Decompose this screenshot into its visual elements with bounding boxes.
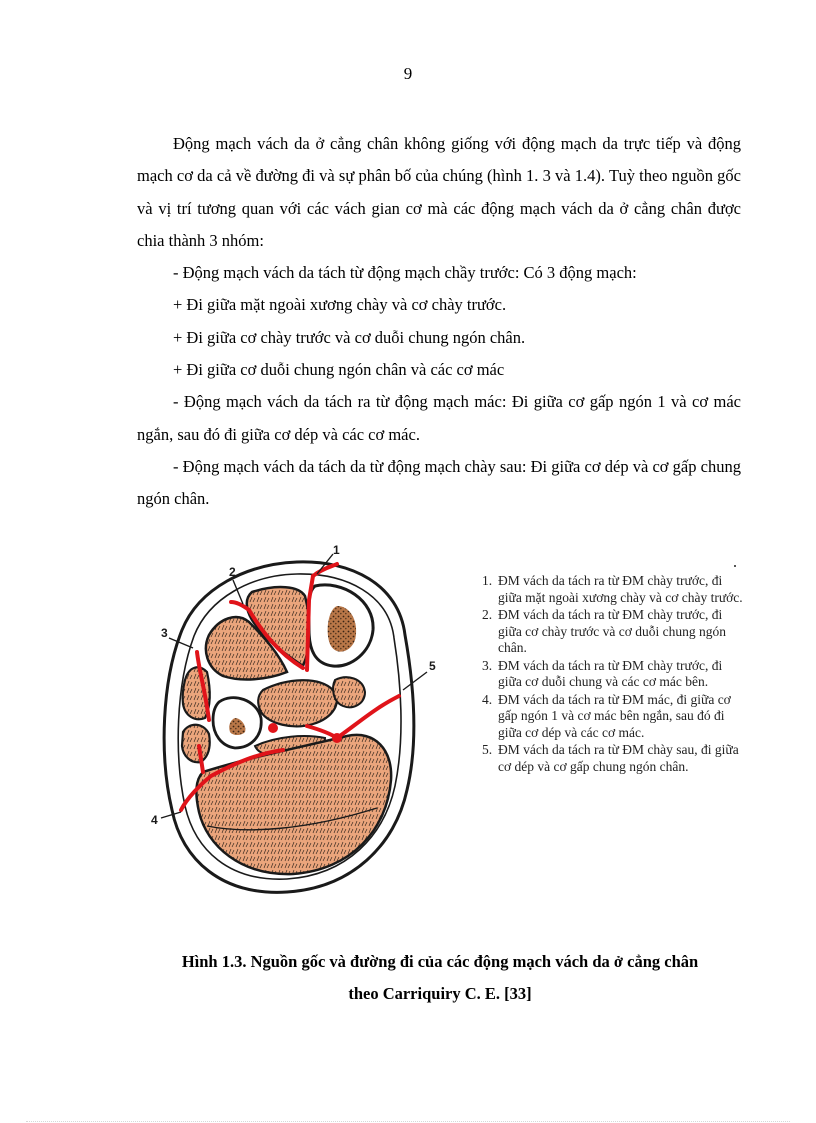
vessel-posterior-tibial [332,733,342,743]
legend-item [482,658,744,691]
vessel-anterior-tibial [268,723,278,733]
callout-2: 2 [229,565,236,579]
callout-5: 5 [429,659,436,673]
legend-number: 5. [482,742,493,757]
legend-item [482,607,744,657]
muscle-deep-flexor [258,680,337,726]
paragraph-item-2: + Đi giữa cơ chày trước và cơ duỗi chung ngón chân. [173,327,526,347]
legend-text: ĐM vách da tách ra từ ĐM chày trước, đi giữa cơ chày trước và cơ duỗi chung ngón chân. [498,607,726,655]
body-text [137,128,741,516]
leg-cross-section-illustration [137,540,457,900]
legend-item [482,742,744,775]
paragraph-peroneal: - Động mạch vách da tách ra từ động mạch mác: Đi giữa cơ gấp ngón 1 và cơ mác ngắn, sau đó đi giữa cơ dép và các cơ mác. [137,392,741,444]
caption-line-2: theo Carriquiry C. E. [33] [348,984,532,1003]
paragraph-posterior-tibial: - Động mạch vách da tách da từ động mạch chày sau: Đi giữa cơ dép và cơ gấp chung ngón chân. [137,456,741,509]
callout-4: 4 [151,813,158,827]
caption-line-1: Hình 1.3. Nguồn gốc và đường đi của các động mạch vách da ở cẳng chân [181,952,699,971]
callout-3: 3 [161,626,168,640]
legend-number: 2. [482,607,493,622]
legend-text: ĐM vách da tách ra từ ĐM chày sau, đi giữa cơ dép và cơ gấp chung ngón chân. [498,742,739,774]
legend-item [482,573,744,606]
callout-1: 1 [333,543,340,557]
legend-number: 3. [482,657,493,673]
figure-caption [100,946,780,1010]
muscle-small-central [333,677,365,707]
paragraph-item-1: + Đi giữa mặt ngoài xương chày và cơ chày trước. [173,295,507,315]
paragraph-anterior-tibial: - Động mạch vách da tách từ động mạch chầy trước: Có 3 động mạch: [173,263,637,283]
legend-number: 1. [482,573,493,588]
legend-text: ĐM vách da tách ra từ ĐM chày trước, đi giữa cơ duỗi chung và các cơ mác bên. [498,657,723,689]
paragraph-intro: Động mạch vách da ở cẳng chân không giống với động mạch da trực tiếp và động mạch cơ da cả về đường đi và sự phân bố của chúng (hình 1. 3 và 1.4). Tuỳ theo nguồn gốc và vị trí tương quan với các vách gian cơ mà các động mạch vách da ở cẳng chân được chia thành 3 nhóm: [137,134,741,250]
figure-legend [482,573,744,776]
page-footer-rule [26,1121,790,1122]
legend-number: 4. [482,691,493,707]
legend-text: ĐM vách da tách ra từ ĐM chày trước, đi giữa mặt ngoài xương chày và cơ chày trước. [498,573,743,605]
page-number: 9 [403,64,413,83]
figure-1-3 [137,540,741,900]
legend-text: ĐM vách da tách ra từ ĐM mác, đi giữa cơ gấp ngón 1 và cơ mác bên ngắn, sau đó đi giữa cơ dép và các cơ mác. [498,691,731,740]
legend-item [482,692,744,742]
paragraph-item-3: + Đi giữa cơ duỗi chung ngón chân và các cơ mác [173,360,505,380]
muscle-peroneus-lower [182,725,210,763]
